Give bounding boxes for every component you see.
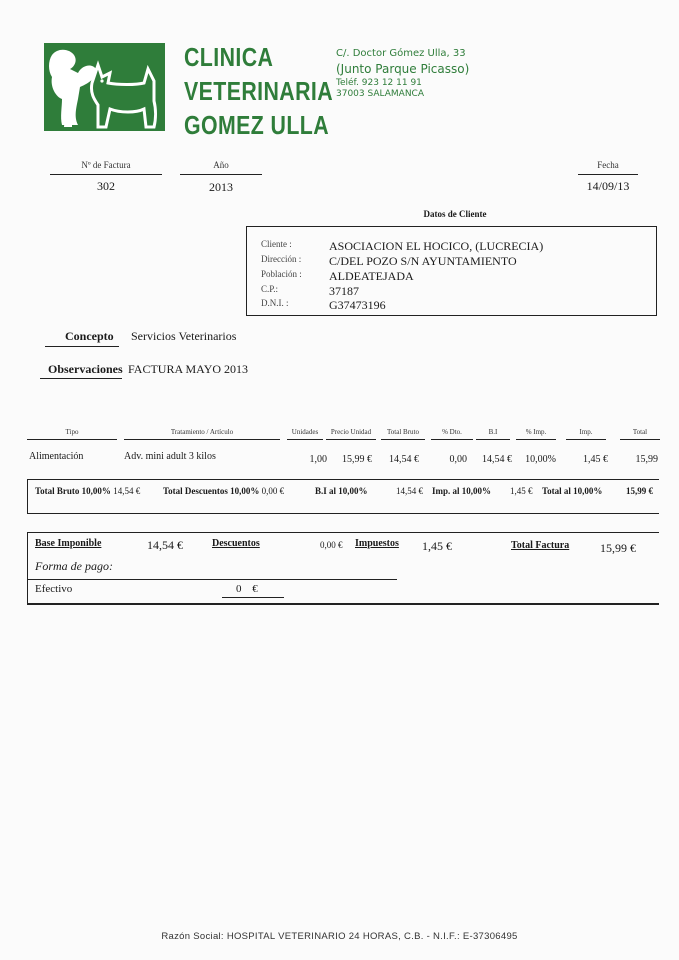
payment-amount bbox=[236, 583, 258, 595]
cell-articulo: Adv. mini adult 3 kilos bbox=[124, 451, 216, 462]
invoice-number-label: Nº de Factura bbox=[81, 160, 131, 170]
col-underline bbox=[476, 439, 510, 440]
col-underline bbox=[516, 439, 556, 440]
clinic-name-line3: GOMEZ ULLA bbox=[184, 110, 330, 140]
col-header-tipo: Tipo bbox=[65, 428, 79, 436]
client-box bbox=[246, 226, 657, 316]
col-underline bbox=[566, 439, 606, 440]
cell-pimp: 10,00% bbox=[525, 454, 556, 465]
clinic-name bbox=[184, 40, 333, 142]
cell-precio: 15,99 € bbox=[342, 454, 372, 465]
address-phone: Teléf. 923 12 11 91 bbox=[336, 78, 422, 88]
col-underline bbox=[27, 439, 117, 440]
totals-bruto-value: 14,54 € bbox=[113, 486, 141, 496]
col-header-dto: % Dto. bbox=[442, 428, 462, 436]
payment-underline bbox=[27, 579, 397, 580]
col-header-bruto: Total Bruto bbox=[387, 428, 419, 436]
clinic-logo bbox=[44, 43, 165, 131]
client-value: C/DEL POZO S/N AYUNTAMIENTO bbox=[329, 254, 517, 268]
col-underline bbox=[326, 439, 376, 440]
col-header-precio: Precio Unidad bbox=[330, 428, 372, 436]
totals-imp-value: 1,45 € bbox=[510, 486, 533, 496]
address-note: (Junto Parque Picasso) bbox=[336, 62, 470, 76]
dog-silhouettes-icon bbox=[44, 43, 165, 131]
col-header-unidades: Unidades bbox=[291, 428, 319, 436]
col-header-pimp: % Imp. bbox=[525, 428, 547, 436]
col-header-bi: B.I bbox=[488, 428, 498, 436]
cell-total: 15,99 bbox=[635, 454, 658, 465]
cell-tipo: Alimentación bbox=[29, 451, 84, 462]
invoice-date-label: Fecha bbox=[597, 160, 619, 170]
col-header-total: Total bbox=[632, 428, 648, 436]
totals-bruto-label: Total Bruto 10,00% bbox=[35, 486, 111, 496]
col-underline bbox=[287, 439, 323, 440]
client-label: Población : bbox=[261, 269, 302, 279]
totals-total-label bbox=[542, 486, 602, 496]
totals-bi-value: 14,54 € bbox=[396, 486, 423, 496]
client-label: Cliente : bbox=[261, 239, 292, 249]
invoice-year: 2013 bbox=[209, 180, 233, 194]
observations-underline bbox=[40, 378, 122, 379]
payment-currency: € bbox=[252, 583, 258, 595]
col-underline bbox=[431, 439, 473, 440]
impuestos-value: 1,45 € bbox=[422, 539, 452, 553]
client-label: C.P.: bbox=[261, 284, 279, 294]
totals-bar bbox=[27, 479, 659, 514]
totals-total-label-text: Total al 10,00% bbox=[542, 486, 603, 496]
payment-method: Efectivo bbox=[35, 583, 73, 595]
descuentos-value: 0,00 € bbox=[320, 540, 343, 550]
client-section-title: Datos de Cliente bbox=[423, 209, 487, 219]
concept-underline bbox=[45, 346, 119, 347]
cell-bi: 14,54 € bbox=[482, 454, 512, 465]
descuentos-label: Descuentos bbox=[212, 538, 260, 549]
client-value: ALDEATEJADA bbox=[329, 269, 414, 283]
totals-desc-label: Total Descuentos 10,00% bbox=[163, 486, 260, 496]
client-label: D.N.I. : bbox=[261, 298, 289, 308]
totals-imp-label-text: Imp. al 10,00% bbox=[432, 486, 492, 496]
cell-unidades: 1,00 bbox=[309, 454, 327, 465]
cell-dto: 0,00 bbox=[449, 454, 467, 465]
payment-amount-value: 0 bbox=[236, 583, 242, 595]
clinic-name-line2: VETERINARIA bbox=[184, 76, 334, 106]
observations-value: FACTURA MAYO 2013 bbox=[128, 362, 249, 376]
client-value: 37187 bbox=[329, 284, 359, 298]
col-header-articulo: Tratamiento / Artículo bbox=[170, 428, 234, 436]
observations-label: Observaciones bbox=[48, 362, 123, 376]
legal-footer: Razón Social: HOSPITAL VETERINARIO 24 HORAS, C.B. - N.I.F.: E-37306495 bbox=[161, 931, 518, 942]
invoice-number-line bbox=[50, 174, 162, 175]
invoice-year-line bbox=[180, 174, 262, 175]
col-header-imp: Imp. bbox=[579, 428, 593, 436]
invoice-date: 14/09/13 bbox=[586, 179, 630, 193]
col-underline bbox=[381, 439, 425, 440]
totals-descuentos bbox=[163, 486, 284, 496]
base-imponible-label: Base Imponible bbox=[35, 538, 102, 549]
totals-bi-label-text: B.I al 10,00% bbox=[315, 486, 368, 496]
address-street: C/. Doctor Gómez Ulla, 33 bbox=[336, 48, 466, 59]
total-factura-label: Total Factura bbox=[511, 540, 570, 551]
clinic-name-line1: CLINICA bbox=[184, 42, 274, 72]
total-factura-value: 15,99 € bbox=[600, 541, 636, 555]
totals-total-value: 15,99 € bbox=[626, 486, 653, 496]
client-label: Dirección : bbox=[261, 254, 302, 264]
concept-value: Servicios Veterinarios bbox=[131, 329, 237, 343]
cell-imp: 1,45 € bbox=[583, 454, 608, 465]
table-row bbox=[0, 451, 679, 467]
address-city: 37003 SALAMANCA bbox=[336, 89, 425, 99]
concept-label: Concepto bbox=[65, 329, 114, 343]
totals-imp-label bbox=[432, 486, 491, 496]
clinic-address bbox=[336, 47, 469, 100]
invoice-year-label: Año bbox=[213, 160, 229, 170]
totals-bi-label bbox=[315, 486, 368, 496]
totals-bruto bbox=[35, 486, 140, 496]
payment-method-label: Forma de pago: bbox=[35, 559, 113, 573]
client-value: G37473196 bbox=[329, 298, 386, 312]
impuestos-label: Impuestos bbox=[355, 538, 399, 549]
client-value: ASOCIACION EL HOCICO, (LUCRECIA) bbox=[329, 239, 544, 253]
cell-bruto: 14,54 € bbox=[389, 454, 419, 465]
invoice-number: 302 bbox=[97, 179, 115, 193]
invoice-date-line bbox=[578, 174, 638, 175]
col-underline bbox=[620, 439, 660, 440]
totals-desc-value: 0,00 € bbox=[261, 486, 285, 496]
col-underline bbox=[124, 439, 280, 440]
base-imponible-value: 14,54 € bbox=[147, 538, 183, 552]
payment-amount-underline bbox=[222, 597, 284, 598]
